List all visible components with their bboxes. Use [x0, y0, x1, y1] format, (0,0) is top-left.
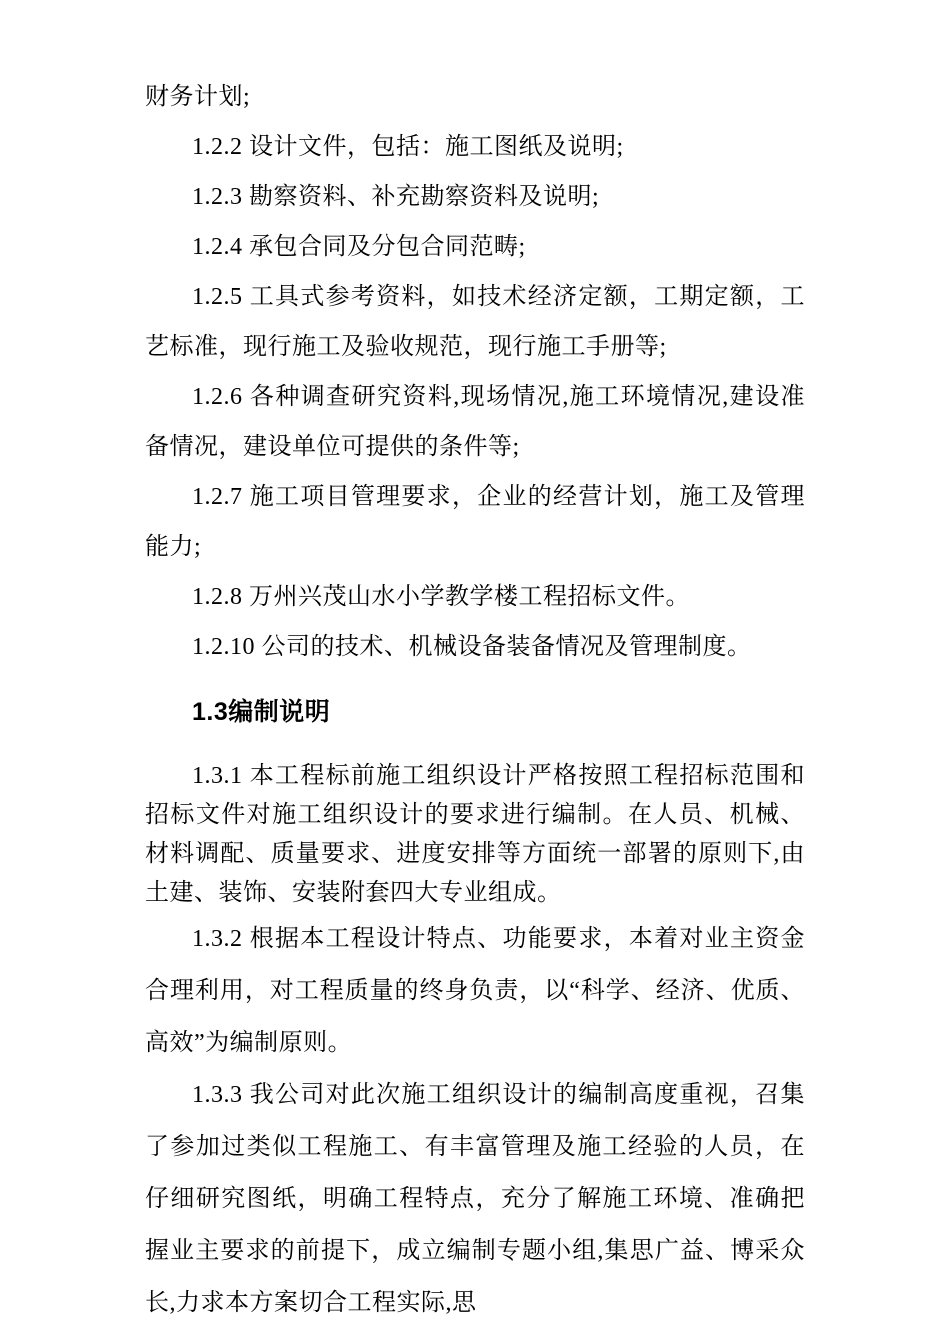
- paragraph-1-2-3: 1.2.3 勘察资料、补充勘察资料及说明;: [192, 184, 600, 210]
- paragraph-1-2-10: 1.2.10 公司的技术、机械设备装备情况及管理制度。: [192, 634, 752, 660]
- document-body: [145, 72, 805, 1329]
- paragraph-1-2-1-tail: 财务计划;: [145, 84, 251, 110]
- paragraph-1-3-2: 1.3.2 根据本工程设计特点、功能要求，本着对业主资金合理利用，对工程质量的终身负责，以“科学、经济、优质、高效”为编制原则。: [145, 926, 805, 1056]
- paragraph-1-2-5: 1.2.5 工具式参考资料，如技术经济定额，工期定额，工艺标准，现行施工及验收规范，现行施工手册等;: [145, 284, 805, 360]
- paragraph-1-2-8: 1.2.8 万州兴茂山水小学教学楼工程招标文件。: [192, 584, 690, 610]
- paragraph-1-2-7: 1.2.7 施工项目管理要求，企业的经营计划，施工及管理能力;: [145, 484, 805, 560]
- paragraph-1-3-1: 1.3.1 本工程标前施工组织设计严格按照工程招标范围和招标文件对施工组织设计的要求进行编制。在人员、机械、材料调配、质量要求、进度安排等方面统一部署的原则下,由土建、装饰、安装附套四大专业组成。: [145, 763, 805, 906]
- paragraph-1-2-4: 1.2.4 承包合同及分包合同范畴;: [192, 234, 526, 260]
- section-heading-1-3: 1.3编制说明: [192, 698, 331, 726]
- paragraph-1-2-6: 1.2.6 各种调查研究资料,现场情况,施工环境情况,建设准备情况，建设单位可提供的条件等;: [145, 384, 805, 460]
- paragraph-1-3-3: 1.3.3 我公司对此次施工组织设计的编制高度重视，召集了参加过类似工程施工、有丰富管理及施工经验的人员，在仔细研究图纸，明确工程特点，充分了解施工环境、准确把握业主要求的前提下，成立编制专题小组,集思广益、博采众长,力求本方案切合工程实际,思: [145, 1082, 805, 1316]
- paragraph-1-2-2: 1.2.2 设计文件，包括：施工图纸及说明;: [192, 134, 624, 160]
